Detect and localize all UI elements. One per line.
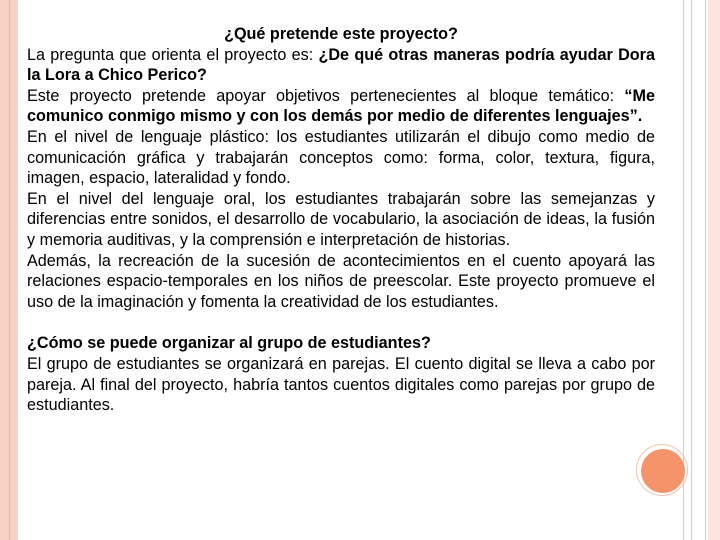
section-heading: ¿Cómo se puede organizar al grupo de estudiantes?: [27, 334, 431, 353]
right-frame-line: [691, 0, 692, 540]
section-heading: ¿Qué pretende este proyecto?: [224, 25, 458, 43]
paragraph-gap: [27, 312, 655, 333]
additional-paragraph: Además, la recreación de la sucesión de acontecimientos en el cuento apoyará las relaciones espacio-temporales en los niños de preescolar. Este proyecto promueve el uso de la imaginación y fomenta la creatividad de los estudiantes.: [27, 251, 655, 311]
objective-paragraph: [27, 86, 655, 127]
guiding-question-intro: La pregunta que orienta el proyecto es:: [27, 45, 319, 64]
objective-block: “Me comunico conmigo mismo y con los demás por medio de diferentes lenguajes”.: [27, 86, 655, 126]
plastic-language-paragraph: En el nivel de lenguaje plástico: los estudiantes utilizarán el dibujo como medio de comunicación gráfica y trabajarán conceptos como: forma, color, textura, figura, imagen, espacio, lateralidad y fondo.: [27, 127, 655, 188]
oral-language-paragraph: En el nivel del lenguaje oral, los estudiantes trabajarán sobre las semejanzas y diferencias entre sonidos, el desarrollo de vocabulario, la asociación de ideas, la fusión y memoria auditivas, y la comprensión e interpretación de historias.: [27, 189, 655, 249]
right-frame-band: [708, 0, 720, 540]
left-frame-band: [0, 0, 18, 540]
grouping-paragraph: El grupo de estudiantes se organizará en parejas. El cuento digital se lleva a cabo por pareja. Al final del proyecto, habría tantos cuentos digitales como parejas por grupo de estudiantes.: [27, 354, 655, 415]
objective-intro: Este proyecto pretende apoyar objetivos pertenecientes al bloque temático:: [27, 86, 625, 105]
decorative-circle: [641, 449, 685, 493]
slide-content: [27, 24, 655, 416]
right-frame-line: [705, 0, 706, 540]
guiding-question-paragraph: [27, 45, 655, 86]
guiding-question: ¿De qué otras maneras podría ayudar Dora la Lora a Chico Perico?: [27, 45, 655, 85]
